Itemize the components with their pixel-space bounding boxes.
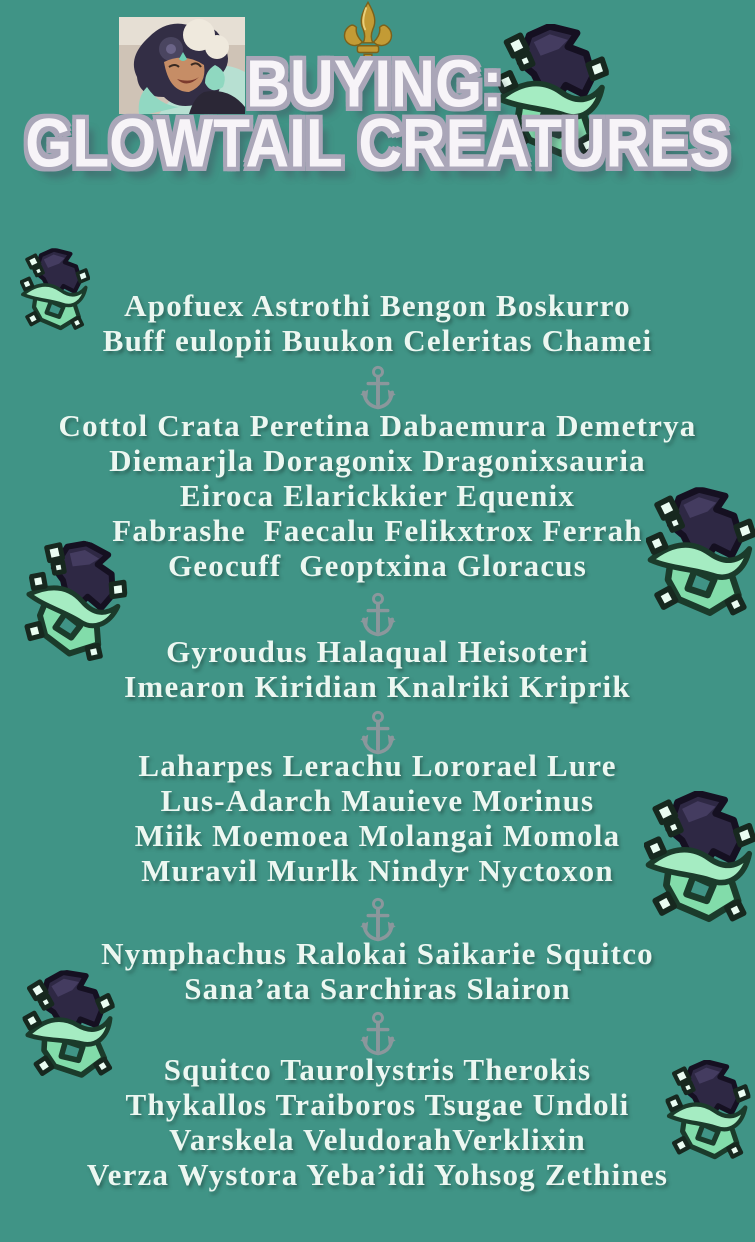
creature-names-line: Imearon Kiridian Knalriki Kriprik (124, 669, 631, 704)
creature-list-section-5 (0, 936, 755, 1006)
buying-label: BUYING: (246, 47, 503, 122)
creature-names-line: Buff eulopii Buukon Celeritas Chamei (102, 323, 653, 358)
creature-names-line: Eiroca Elarickkier Equenix (179, 478, 576, 513)
creature-names-line: Varskela VeludorahVerklixin (169, 1122, 586, 1157)
creature-list-section-3 (0, 634, 755, 704)
anchor-icon (359, 591, 397, 638)
creature-list-section-1 (0, 288, 755, 358)
creature-list-section-6 (0, 1052, 755, 1192)
creature-names-line: Squitco Taurolystris Therokis (163, 1052, 592, 1087)
page-title: GLOWTAIL CREATURES (25, 105, 730, 182)
anchor-icon (359, 1010, 397, 1057)
creature-names-line: Apofuex Astrothi Bengon Boskurro (124, 288, 631, 323)
marina-avatar (119, 17, 245, 114)
creature-names-line: Verza Wystora Yeba’idi Yohsog Zethines (86, 1157, 669, 1192)
creature-names-line: Nymphachus Ralokai Saikarie Squitco (101, 936, 654, 971)
creature-names-line: Muravil Murlk Nindyr Nyctoxon (141, 853, 614, 888)
creature-names-line: Fabrashe Faecalu Felikxtrox Ferrah (112, 513, 643, 548)
creature-names-line: Sana’ata Sarchiras Slairon (184, 971, 571, 1006)
creature-names-line: Thykallos Traiboros Tsugae Undoli (125, 1087, 630, 1122)
creature-names-line: Geocuff Geoptxina Gloracus (167, 548, 587, 583)
creature-list-section-2 (0, 408, 755, 583)
creature-names-line: Miik Moemoea Molangai Momola (134, 818, 621, 853)
creature-names-line: Diemarjla Doragonix Dragonixsauria (109, 443, 646, 478)
creature-names-line: Cottol Crata Peretina Dabaemura Demetrya (58, 408, 697, 443)
anchor-icon (359, 364, 397, 411)
creature-names-line: Gyroudus Halaqual Heisoteri (166, 634, 589, 669)
creature-list-section-4 (0, 748, 755, 888)
creature-names-line: Laharpes Lerachu Lororael Lure (138, 748, 617, 783)
creature-names-line: Lus-Adarch Mauieve Morinus (160, 783, 595, 818)
